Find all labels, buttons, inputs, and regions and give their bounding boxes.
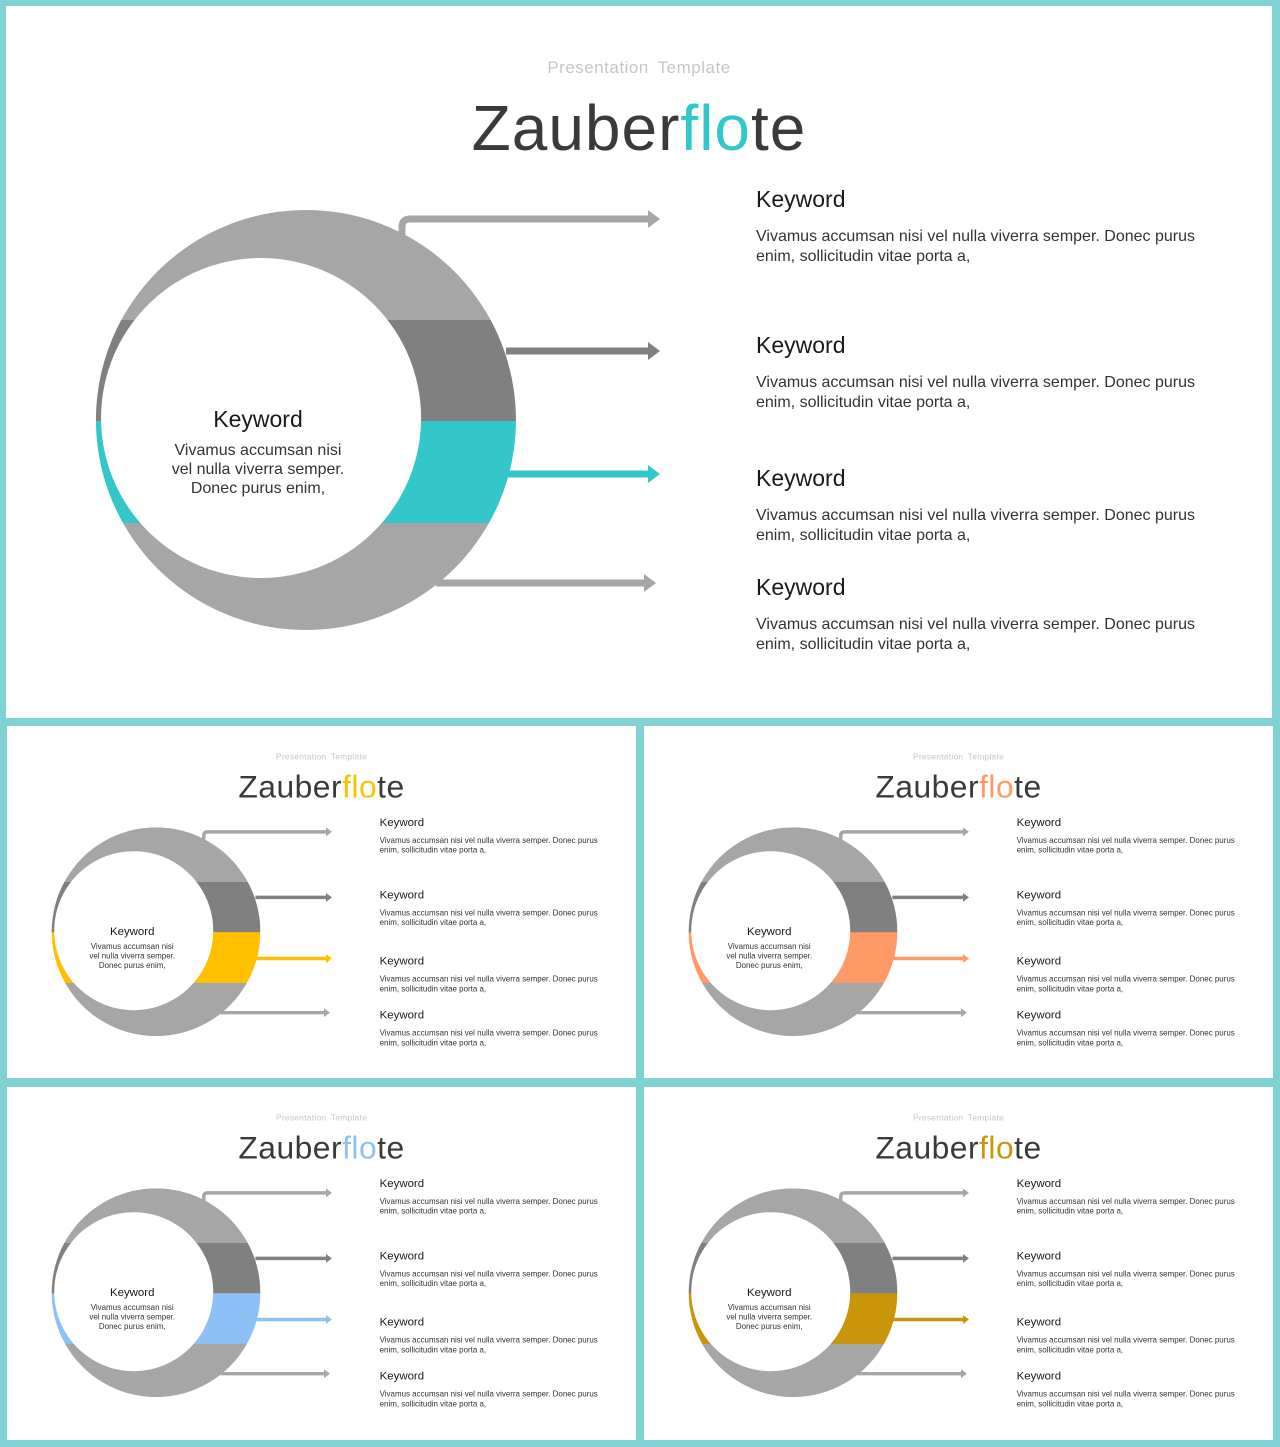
center-description: Vivamus accumsan nisi vel nulla viverra semper. Donec purus enim, [89, 1303, 176, 1331]
keyword-description: Vivamus accumsan nisi vel nulla viverra semper. Donec purus enim, sollicitudin vitae porta a, [379, 1197, 598, 1216]
keyword-block-4 [756, 574, 1196, 655]
keyword-description: Vivamus accumsan nisi vel nulla viverra semper. Donec purus enim, sollicitudin vitae porta a, [1016, 836, 1235, 855]
title-part-a: Zauber [875, 768, 980, 805]
keyword-description: Vivamus accumsan nisi vel nulla viverra semper. Donec purus enim, sollicitudin vitae porta a, [1016, 908, 1235, 928]
keyword-title: Keyword [379, 1176, 425, 1190]
keyword-title: Keyword [379, 815, 425, 829]
keyword-title: Keyword [1016, 1315, 1062, 1328]
title-part-accent: flo [979, 768, 1015, 805]
center-description: Vivamus accumsan nisi vel nulla viverra semper. Donec purus enim, [726, 1303, 813, 1331]
keyword-title: Keyword [756, 332, 846, 358]
slide-blue [7, 1087, 636, 1440]
arrow-2-head [963, 1254, 969, 1263]
arrow-4-head [961, 1369, 967, 1378]
keyword-block-2 [1017, 1249, 1236, 1289]
keyword-description: Vivamus accumsan nisi vel nulla viverra semper. Donec purus enim, sollicitudin vitae porta a, [1016, 1390, 1235, 1409]
keyword-title: Keyword [379, 1008, 425, 1022]
keyword-block-4 [380, 1369, 599, 1409]
keyword-block-4 [380, 1008, 599, 1048]
keyword-description: Vivamus accumsan nisi vel nulla viverra semper. Donec purus enim, sollicitudin vitae porta a, [1016, 1335, 1235, 1355]
keyword-title: Keyword [1016, 1369, 1062, 1383]
arrow-2-head [648, 342, 660, 360]
arrow-3-head [648, 465, 660, 483]
center-text [723, 925, 814, 971]
keyword-description: Vivamus accumsan nisi vel nulla viverra semper. Donec purus enim, sollicitudin vitae porta a, [1016, 1269, 1235, 1289]
arrow-1 [402, 219, 648, 238]
arrow-2-head [326, 893, 332, 902]
arrow-1-head [326, 827, 332, 836]
keyword-description: Vivamus accumsan nisi vel nulla viverra semper. Donec purus enim, sollicitudin vitae porta a, [756, 228, 1196, 265]
center-keyword: Keyword [109, 924, 155, 938]
keyword-title: Keyword [379, 887, 425, 901]
keyword-description: Vivamus accumsan nisi vel nulla viverra semper. Donec purus enim, sollicitudin vitae porta a, [1016, 974, 1235, 994]
keyword-block-4 [1017, 1008, 1236, 1048]
center-keyword: Keyword [746, 1285, 792, 1299]
arrow-1-head [326, 1188, 332, 1197]
arrow-2-head [326, 1254, 332, 1263]
keyword-title: Keyword [1016, 1248, 1062, 1262]
keyword-block-1 [380, 815, 599, 855]
center-text [86, 1286, 177, 1332]
keyword-description: Vivamus accumsan nisi vel nulla viverra semper. Donec purus enim, sollicitudin vitae porta a, [379, 1390, 598, 1409]
keyword-description: Vivamus accumsan nisi vel nulla viverra semper. Donec purus enim, sollicitudin vitae porta a, [756, 616, 1196, 653]
keyword-title: Keyword [379, 1248, 425, 1262]
keyword-block-2 [380, 888, 599, 928]
keyword-description: Vivamus accumsan nisi vel nulla viverra semper. Donec purus enim, sollicitudin vitae porta a, [379, 908, 598, 928]
keyword-block-1 [380, 1176, 599, 1216]
arrow-1 [841, 832, 963, 841]
keyword-title: Keyword [379, 1315, 425, 1328]
arrow-3-head [326, 954, 332, 963]
slide-subtitle: Presentation Template [275, 751, 368, 762]
arrow-3-head [963, 954, 969, 963]
keyword-title: Keyword [379, 1369, 425, 1383]
arrow-2-head [963, 893, 969, 902]
slide-subtitle: Presentation Template [547, 58, 731, 77]
slide-subtitle: Presentation Template [912, 1112, 1005, 1123]
center-description: Vivamus accumsan nisi vel nulla viverra semper. Donec purus enim, [726, 942, 813, 970]
title-part-accent: flo [680, 92, 751, 164]
slide-gold [644, 1087, 1273, 1440]
keyword-block-2 [756, 332, 1196, 413]
keyword-description: Vivamus accumsan nisi vel nulla viverra semper. Donec purus enim, sollicitudin vitae porta a, [1016, 1029, 1235, 1048]
keyword-block-3 [1017, 1315, 1236, 1355]
keyword-block-3 [380, 1315, 599, 1355]
keyword-title: Keyword [756, 574, 846, 600]
keyword-block-4 [1017, 1369, 1236, 1409]
slide-yellow [7, 726, 636, 1078]
arrow-1-head [963, 827, 969, 836]
arrow-1-head [648, 210, 660, 228]
center-text [166, 406, 350, 498]
keyword-block-3 [756, 465, 1196, 546]
title-part-c: te [1014, 768, 1042, 805]
arrow-1 [204, 832, 326, 841]
keyword-description: Vivamus accumsan nisi vel nulla viverra semper. Donec purus enim, sollicitudin vitae porta a, [379, 974, 598, 994]
arrow-4-head [961, 1008, 967, 1017]
keyword-description: Vivamus accumsan nisi vel nulla viverra semper. Donec purus enim, sollicitudin vitae porta a, [379, 1335, 598, 1355]
arrow-4-head [324, 1008, 330, 1017]
center-text [86, 925, 177, 971]
keyword-block-1 [756, 186, 1196, 267]
arrow-4-head [324, 1369, 330, 1378]
title-part-c: te [1014, 1129, 1042, 1166]
title-part-accent: flo [342, 1129, 378, 1166]
keyword-title: Keyword [756, 465, 846, 491]
keyword-block-3 [1017, 954, 1236, 994]
arrow-4-head [644, 574, 656, 592]
keyword-description: Vivamus accumsan nisi vel nulla viverra semper. Donec purus enim, sollicitudin vitae porta a, [756, 507, 1196, 544]
keyword-block-2 [1017, 888, 1236, 928]
slide-subtitle: Presentation Template [275, 1112, 368, 1123]
keyword-title: Keyword [1016, 954, 1062, 967]
center-keyword: Keyword [109, 1285, 155, 1299]
keyword-description: Vivamus accumsan nisi vel nulla viverra semper. Donec purus enim, sollicitudin vitae porta a, [756, 374, 1196, 411]
title-part-accent: flo [342, 768, 378, 805]
center-text [723, 1286, 814, 1332]
arrow-3-head [326, 1315, 332, 1324]
keyword-description: Vivamus accumsan nisi vel nulla viverra semper. Donec purus enim, sollicitudin vitae porta a, [1016, 1197, 1235, 1216]
arrow-1 [841, 1193, 963, 1202]
title-part-accent: flo [979, 1129, 1015, 1166]
center-description: Vivamus accumsan nisi vel nulla viverra semper. Donec purus enim, [89, 942, 176, 970]
keyword-title: Keyword [1016, 887, 1062, 901]
arrow-1-head [963, 1188, 969, 1197]
title-part-a: Zauber [238, 768, 343, 805]
keyword-block-3 [380, 954, 599, 994]
arrow-1 [204, 1193, 326, 1202]
keyword-block-1 [1017, 815, 1236, 855]
center-keyword: Keyword [213, 406, 303, 432]
title-part-a: Zauber [875, 1129, 980, 1166]
title-part-c: te [377, 1129, 405, 1166]
keyword-description: Vivamus accumsan nisi vel nulla viverra semper. Donec purus enim, sollicitudin vitae porta a, [379, 1029, 598, 1048]
center-keyword: Keyword [746, 924, 792, 938]
keyword-block-1 [1017, 1176, 1236, 1216]
slide-orange [644, 726, 1273, 1078]
title-part-c: te [377, 768, 405, 805]
title-part-a: Zauber [471, 92, 681, 164]
arrow-3-head [963, 1315, 969, 1324]
keyword-block-2 [380, 1249, 599, 1289]
keyword-description: Vivamus accumsan nisi vel nulla viverra semper. Donec purus enim, sollicitudin vitae porta a, [379, 836, 598, 855]
keyword-description: Vivamus accumsan nisi vel nulla viverra semper. Donec purus enim, sollicitudin vitae porta a, [379, 1269, 598, 1289]
slide-subtitle: Presentation Template [912, 751, 1005, 762]
keyword-title: Keyword [379, 954, 425, 967]
keyword-title: Keyword [1016, 1176, 1062, 1190]
keyword-title: Keyword [1016, 815, 1062, 829]
keyword-title: Keyword [756, 186, 846, 212]
slide-main [6, 6, 1272, 718]
title-part-c: te [751, 92, 807, 164]
center-description: Vivamus accumsan nisi vel nulla viverra semper. Donec purus enim, [171, 442, 345, 497]
title-part-a: Zauber [238, 1129, 343, 1166]
keyword-title: Keyword [1016, 1008, 1062, 1022]
